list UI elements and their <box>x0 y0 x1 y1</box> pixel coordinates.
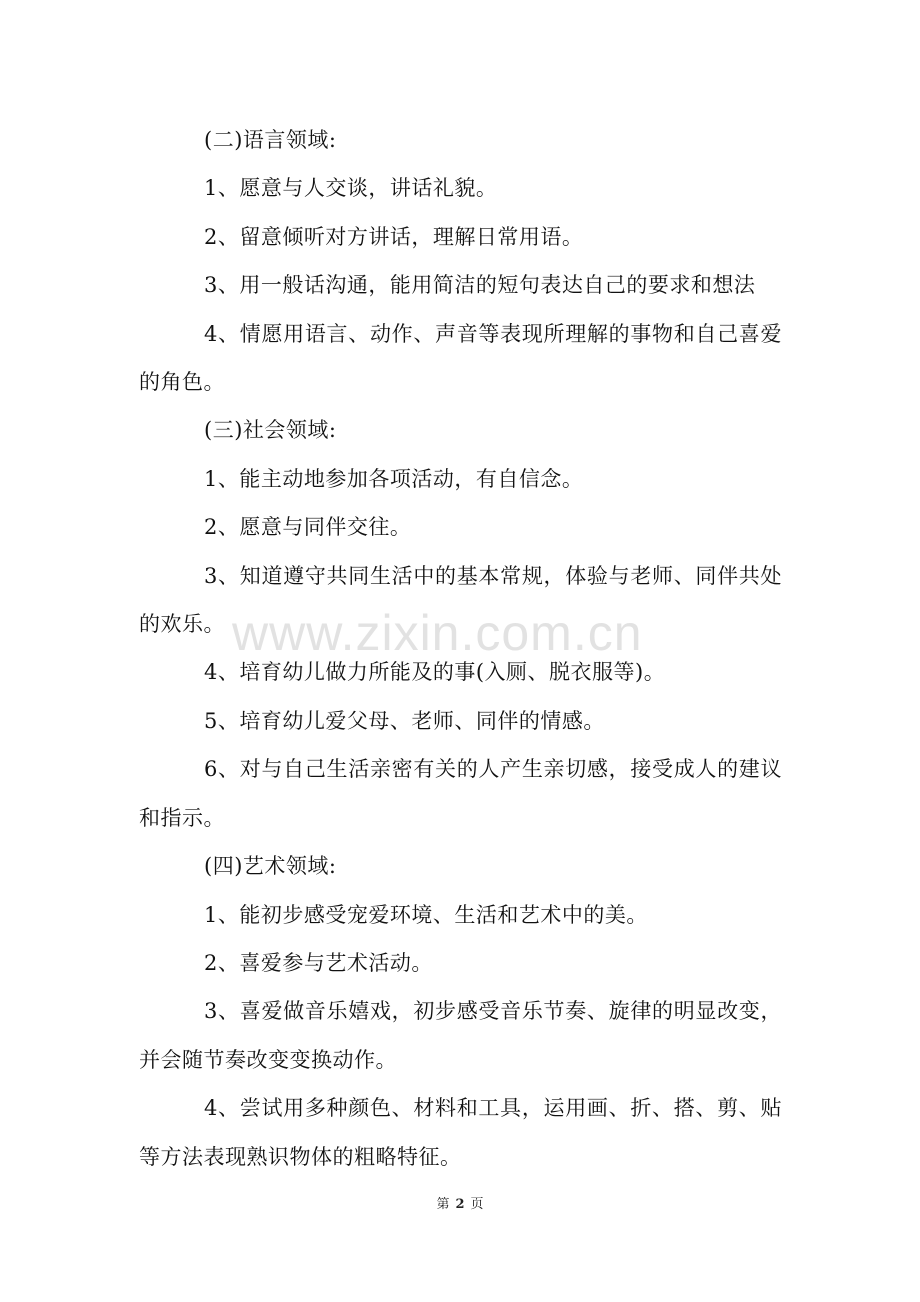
list-item: 1、能主动地参加各项活动，有自信念。 <box>204 466 584 491</box>
heading-language-domain: (二)语言领域: <box>204 128 337 152</box>
watermark: www.zixin.com.cn <box>232 605 643 661</box>
page-number-prefix: 第 <box>436 1197 450 1212</box>
list-item: 3、喜爱做音乐嬉戏，初步感受音乐节奏、旋律的明显改变，并会随节奏改变变换动作。 <box>139 999 782 1072</box>
heading-art-domain: (四)艺术领域: <box>204 854 337 879</box>
list-item: 2、留意倾听对方讲话，理解日常用语。 <box>204 224 584 249</box>
list-item: 3、知道遵守共同生活中的基本常规，体验与老师、同伴共处的欢乐。 <box>139 563 782 637</box>
list-item: 4、情愿用语言、动作、声音等表现所理解的事物和自己喜爱的角色。 <box>139 321 782 395</box>
list-item: 4、培育幼儿做力所能及的事(入厕、脱衣服等)。 <box>204 660 666 685</box>
list-item: 5、培育幼儿爱父母、老师、同伴的情感。 <box>204 708 605 733</box>
document-body <box>139 116 782 1181</box>
page-footer <box>0 1193 920 1212</box>
list-item: 2、喜爱参与艺术活动。 <box>204 950 433 975</box>
list-item: 1、能初步感受宠爱环境、生活和艺术中的美。 <box>204 902 648 927</box>
list-item: 6、对与自己生活亲密有关的人产生亲切感，接受成人的建议和指示。 <box>139 757 782 830</box>
list-item: 3、用一般话沟通，能用简洁的短句表达自己的要求和想法 <box>204 273 756 298</box>
page-number: 2 <box>455 1197 465 1212</box>
list-item: 2、愿意与同伴交往。 <box>204 515 412 540</box>
list-item: 1、愿意与人交谈，讲话礼貌。 <box>204 176 498 201</box>
page-number-suffix: 页 <box>470 1197 484 1212</box>
heading-social-domain: (三)社会领域: <box>204 418 337 443</box>
list-item: 4、尝试用多种颜色、材料和工具，运用画、折、搭、剪、贴等方法表现熟识物体的粗略特征。 <box>139 1096 782 1169</box>
